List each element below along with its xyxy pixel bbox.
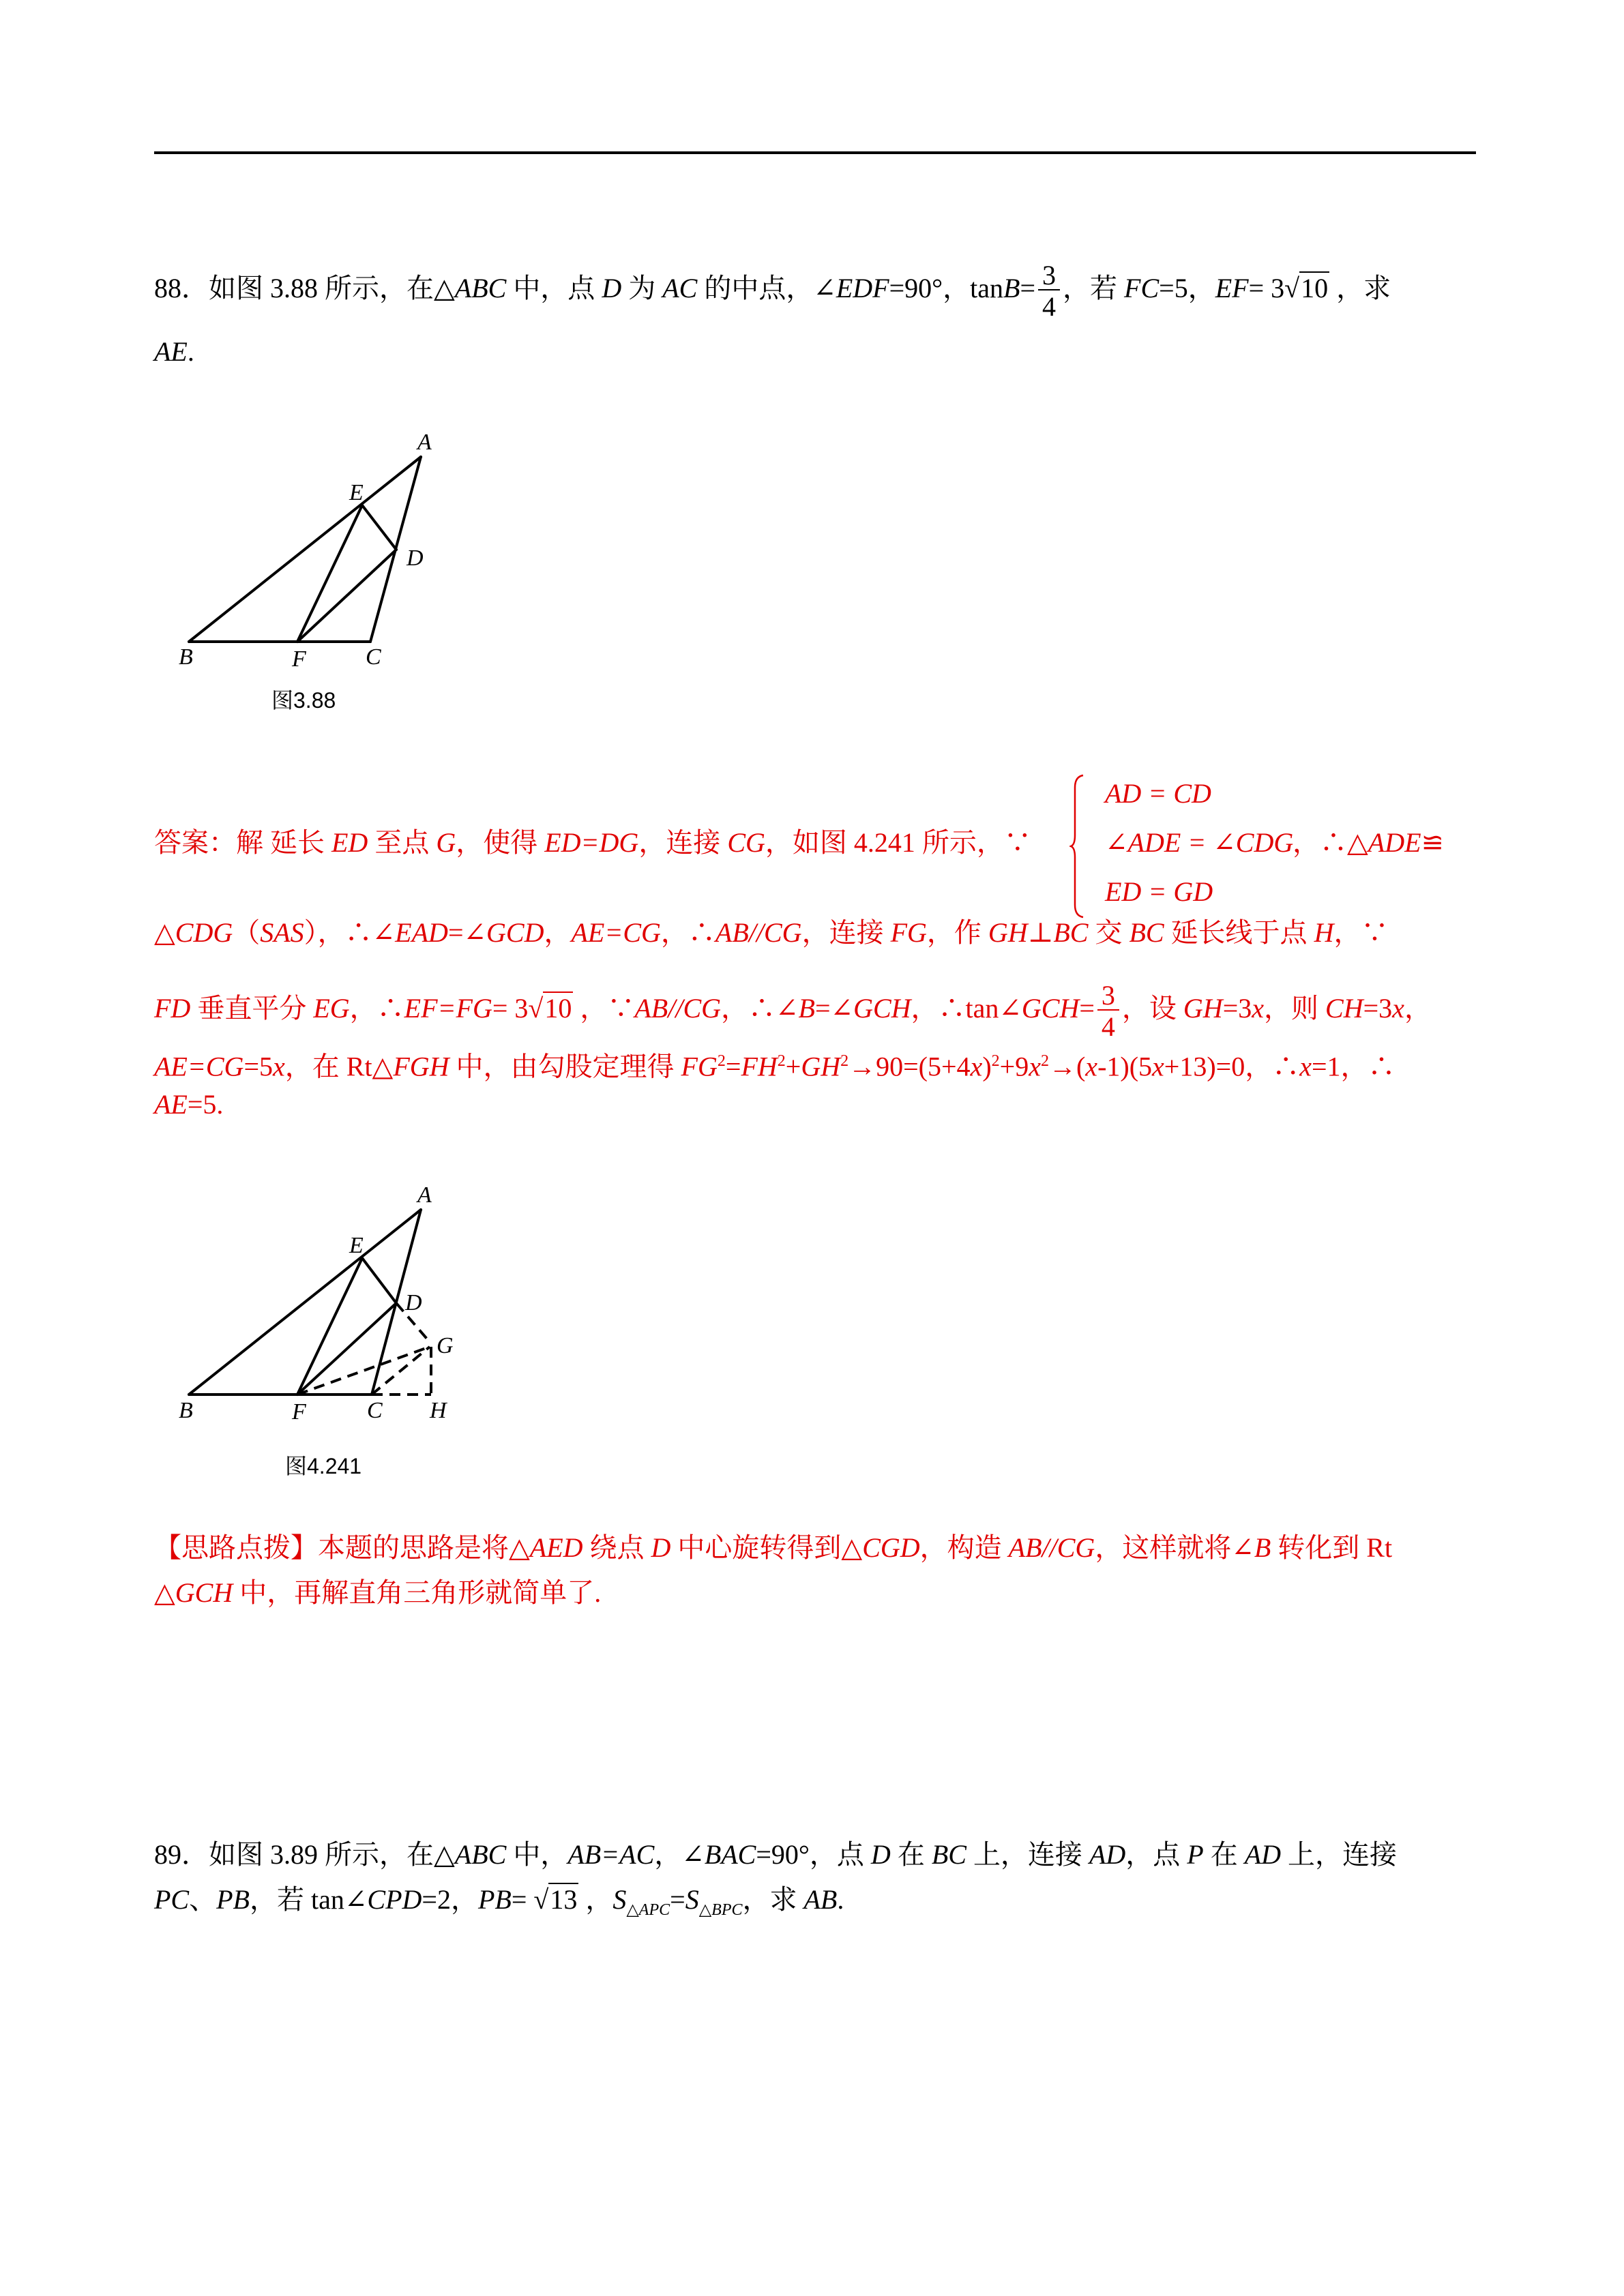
text: =5. [187,1089,224,1120]
math-var: AB//CG [634,993,722,1024]
math-var: SAS [260,917,304,948]
sqrt-radicand: 10 [544,993,572,1024]
math-var: PB [216,1884,250,1915]
text: 本题的思路是将△ [318,1532,530,1563]
hint-tag: 【思路点拨】 [154,1532,318,1563]
text: = [725,1051,741,1082]
math-var: AE=CG [571,917,661,948]
text: ，如图 4.241 所示，∵ [765,827,1031,858]
text: =3 [1363,993,1393,1024]
hint-line-1 [154,1530,1392,1566]
vertex-label-g: G [437,1333,454,1358]
text: ， [578,1884,613,1915]
math-var: ABC [454,273,507,304]
text: ，∴ [660,917,715,948]
math-var: ADE [1368,827,1421,858]
exponent: 2 [840,1052,849,1070]
text: ，在 Rt△ [284,1051,394,1082]
text: ，作 [926,917,988,948]
text: =1，∴ [1312,1051,1396,1082]
text: ，∵ [573,993,635,1024]
text: ，∠ [654,1839,705,1870]
text: ，∵ [1333,917,1389,948]
text: 中， [506,1839,568,1870]
text: →90=(5+4 [848,1051,971,1082]
math-var: EF [1215,273,1249,304]
text: = [670,1884,685,1915]
text: 中，再解直角三角形就简单了. [233,1577,602,1608]
math-var: x [1085,1051,1098,1082]
vertex-label-d: D [405,1290,422,1315]
text: =∠ [447,917,487,948]
text: = 3 [1248,273,1285,304]
vertex-label-e: E [349,1233,364,1258]
text: 如图 3.88 所示，在△ [209,273,455,304]
exponent: 2 [991,1052,1000,1070]
text: +9 [999,1051,1029,1082]
text: 中，点 [506,273,602,304]
text: ，若 [1063,273,1125,304]
vertex-label-f: F [292,646,306,672]
vertex-label-c: C [367,1398,383,1423]
math-var: S [612,1884,627,1915]
text: ，∴∠ [721,993,799,1024]
exponent: 2 [717,1052,726,1070]
text: △ [154,1577,175,1608]
text: ，∴△ [1293,827,1368,858]
math-var: FD [154,993,191,1024]
math-var: P [1187,1839,1204,1870]
vertex-label-b: B [179,1398,193,1423]
math-var: x [1392,993,1404,1024]
text: ，∴tan∠ [911,993,1022,1024]
problem-number: 88． [154,273,209,304]
math-var: AD [1244,1839,1282,1870]
math-var: PC [154,1884,190,1915]
math-var: AB [803,1884,838,1915]
math-var: CG [727,827,765,858]
vertex-label-h: H [430,1398,447,1423]
math-var: GH [801,1051,841,1082]
vertex-label-b: B [179,644,193,670]
text: 绕点 [582,1532,651,1563]
vertex-label-a: A [417,1182,432,1208]
text: ，使得 [456,827,545,858]
math-var: AB//CG [715,917,802,948]
text: ) [982,1051,992,1082]
math-var: FGH [393,1051,449,1082]
text: =90°，点 [756,1839,871,1870]
math-var: FC [1124,273,1160,304]
text: ≌ [1421,827,1445,858]
math-var: B [1254,1532,1271,1563]
math-var: ED=DG [544,827,639,858]
text: ，∴ [349,993,404,1024]
vertex-label-f: F [292,1399,306,1425]
text: ，求 [742,1884,804,1915]
text: ， [1404,993,1432,1024]
vertex-label-d: D [407,546,424,571]
text: ，点 [1125,1839,1187,1870]
sqrt: √10 [528,993,572,1024]
text: 、 [189,1884,217,1915]
math-var: EG [313,993,350,1024]
text: + [785,1051,801,1082]
text: ，构造 [919,1532,1009,1563]
math-var: EAD [395,917,448,948]
math-var: D [870,1839,891,1870]
math-var: x [970,1051,983,1082]
text: ，则 [1264,993,1326,1024]
text: ，求 [1329,273,1391,304]
math-var: CDG [175,917,233,948]
exponent: 2 [777,1052,786,1070]
problem-89-line-2 [154,1882,844,1928]
text: 上，连接 [966,1839,1089,1870]
fraction-numerator: 3 [1038,262,1060,290]
math-var: CH [1325,993,1363,1024]
subscript: △BPC [698,1901,743,1919]
math-var: AB//CG [1008,1532,1095,1563]
math-var: EDF [836,273,889,304]
subscript: △APC [626,1901,670,1919]
math-var: GCH [1021,993,1080,1024]
math-var: x [1252,993,1265,1024]
text: =90°，tan [889,273,1004,304]
text: △ [154,917,175,948]
sqrt: √10 [1284,273,1329,304]
sqrt-radicand: 13 [550,1884,578,1915]
text: 89．如图 3.89 所示，在△ [154,1839,455,1870]
math-var: GH [1183,993,1223,1024]
math-var: BC [1129,917,1164,948]
math-var: x [273,1051,285,1082]
text: =2， [422,1884,478,1915]
text: =5， [1159,273,1215,304]
math-var: GCH [853,993,911,1024]
text: 中心旋转得到△ [670,1532,863,1563]
text: ， [544,917,572,948]
fraction-numerator: 3 [1097,982,1119,1011]
math-var: GCD [486,917,544,948]
text: →( [1048,1051,1086,1082]
fraction-denominator: 4 [1042,291,1057,322]
math-var: AE [154,336,188,367]
math-var: AE=CG [154,1051,244,1082]
text: ，连接 [638,827,728,858]
math-var: H [1314,917,1334,948]
sqrt-radicand: 10 [1301,273,1329,304]
text: +13)=0，∴ [1164,1051,1300,1082]
text: ，这样就将∠ [1095,1532,1254,1563]
text: ），∴∠ [304,917,396,948]
math-var: B [1003,273,1020,304]
figure-caption: 图3.88 [271,688,336,713]
system-eq-1: AD = CD [1105,778,1211,809]
math-var: ED [331,827,368,858]
text: 答案：解 延长 [154,827,331,858]
text: 垂直平分 [190,993,314,1024]
text: ，连接 [801,917,891,948]
hint-line-2 [154,1575,601,1611]
text: = 3 [492,993,529,1024]
sqrt: √13 [533,1884,578,1915]
text: 的中点，∠ [697,273,836,304]
text: = [511,1884,534,1915]
math-var: AE [154,1089,188,1120]
text: . [187,336,194,367]
math-var: GH [988,917,1028,948]
math-var: x [1299,1051,1312,1082]
problem-89-line-1 [154,1837,1397,1873]
math-var: D [651,1532,671,1563]
math-var: AB=AC [567,1839,655,1870]
text: . [837,1884,844,1915]
math-var: FH [741,1051,778,1082]
math-var: FG [890,917,927,948]
math-var: CGD [862,1532,920,1563]
vertex-label-c: C [366,644,381,670]
text: =∠ [814,993,854,1024]
text: 为 [621,273,663,304]
math-var: CPD [367,1884,422,1915]
math-var: S [685,1884,699,1915]
text: 在 [1203,1839,1245,1870]
text: =5 [243,1051,273,1082]
text: 在 [890,1839,932,1870]
math-var: G [436,827,456,858]
vertex-label-e: E [349,480,364,505]
text: （ [233,917,261,948]
vertex-label-a: A [417,430,432,455]
math-var: AD [1089,1839,1126,1870]
math-var: D [602,273,622,304]
math-var: BAC [704,1839,756,1870]
math-var: ABC [454,1839,507,1870]
text: = [1020,273,1036,304]
math-var: BC [931,1839,966,1870]
system-eq-3: ED = GD [1105,876,1213,907]
math-var: PB [477,1884,512,1915]
text: -1)(5 [1097,1051,1153,1082]
math-var: BC [1053,917,1089,948]
text: =3 [1222,993,1252,1024]
math-var: EF=FG [404,993,492,1024]
text: ，若 tan∠ [250,1884,368,1915]
math-var: x [1152,1051,1164,1082]
fraction-denominator: 4 [1101,1011,1115,1042]
math-var: x [1029,1051,1041,1082]
text: ⊥ [1027,917,1054,948]
text: 交 [1088,917,1130,948]
text: 转化到 Rt [1271,1532,1393,1563]
figure-caption: 图4.241 [285,1454,362,1478]
text: 中，由勾股定理得 [449,1051,681,1082]
math-var: AED [529,1532,583,1563]
math-var: B [798,993,815,1024]
text: 延长线于点 [1164,917,1314,948]
math-var: AC [662,273,698,304]
math-var: GCH [175,1577,233,1608]
text: = [1079,993,1095,1024]
text: ，设 [1121,993,1183,1024]
math-var: FG [681,1051,718,1082]
exponent: 2 [1040,1052,1049,1070]
text: 上，连接 [1281,1839,1398,1870]
system-eq-2: ∠ADE = ∠CDG [1105,827,1294,858]
text: 至点 [368,827,437,858]
